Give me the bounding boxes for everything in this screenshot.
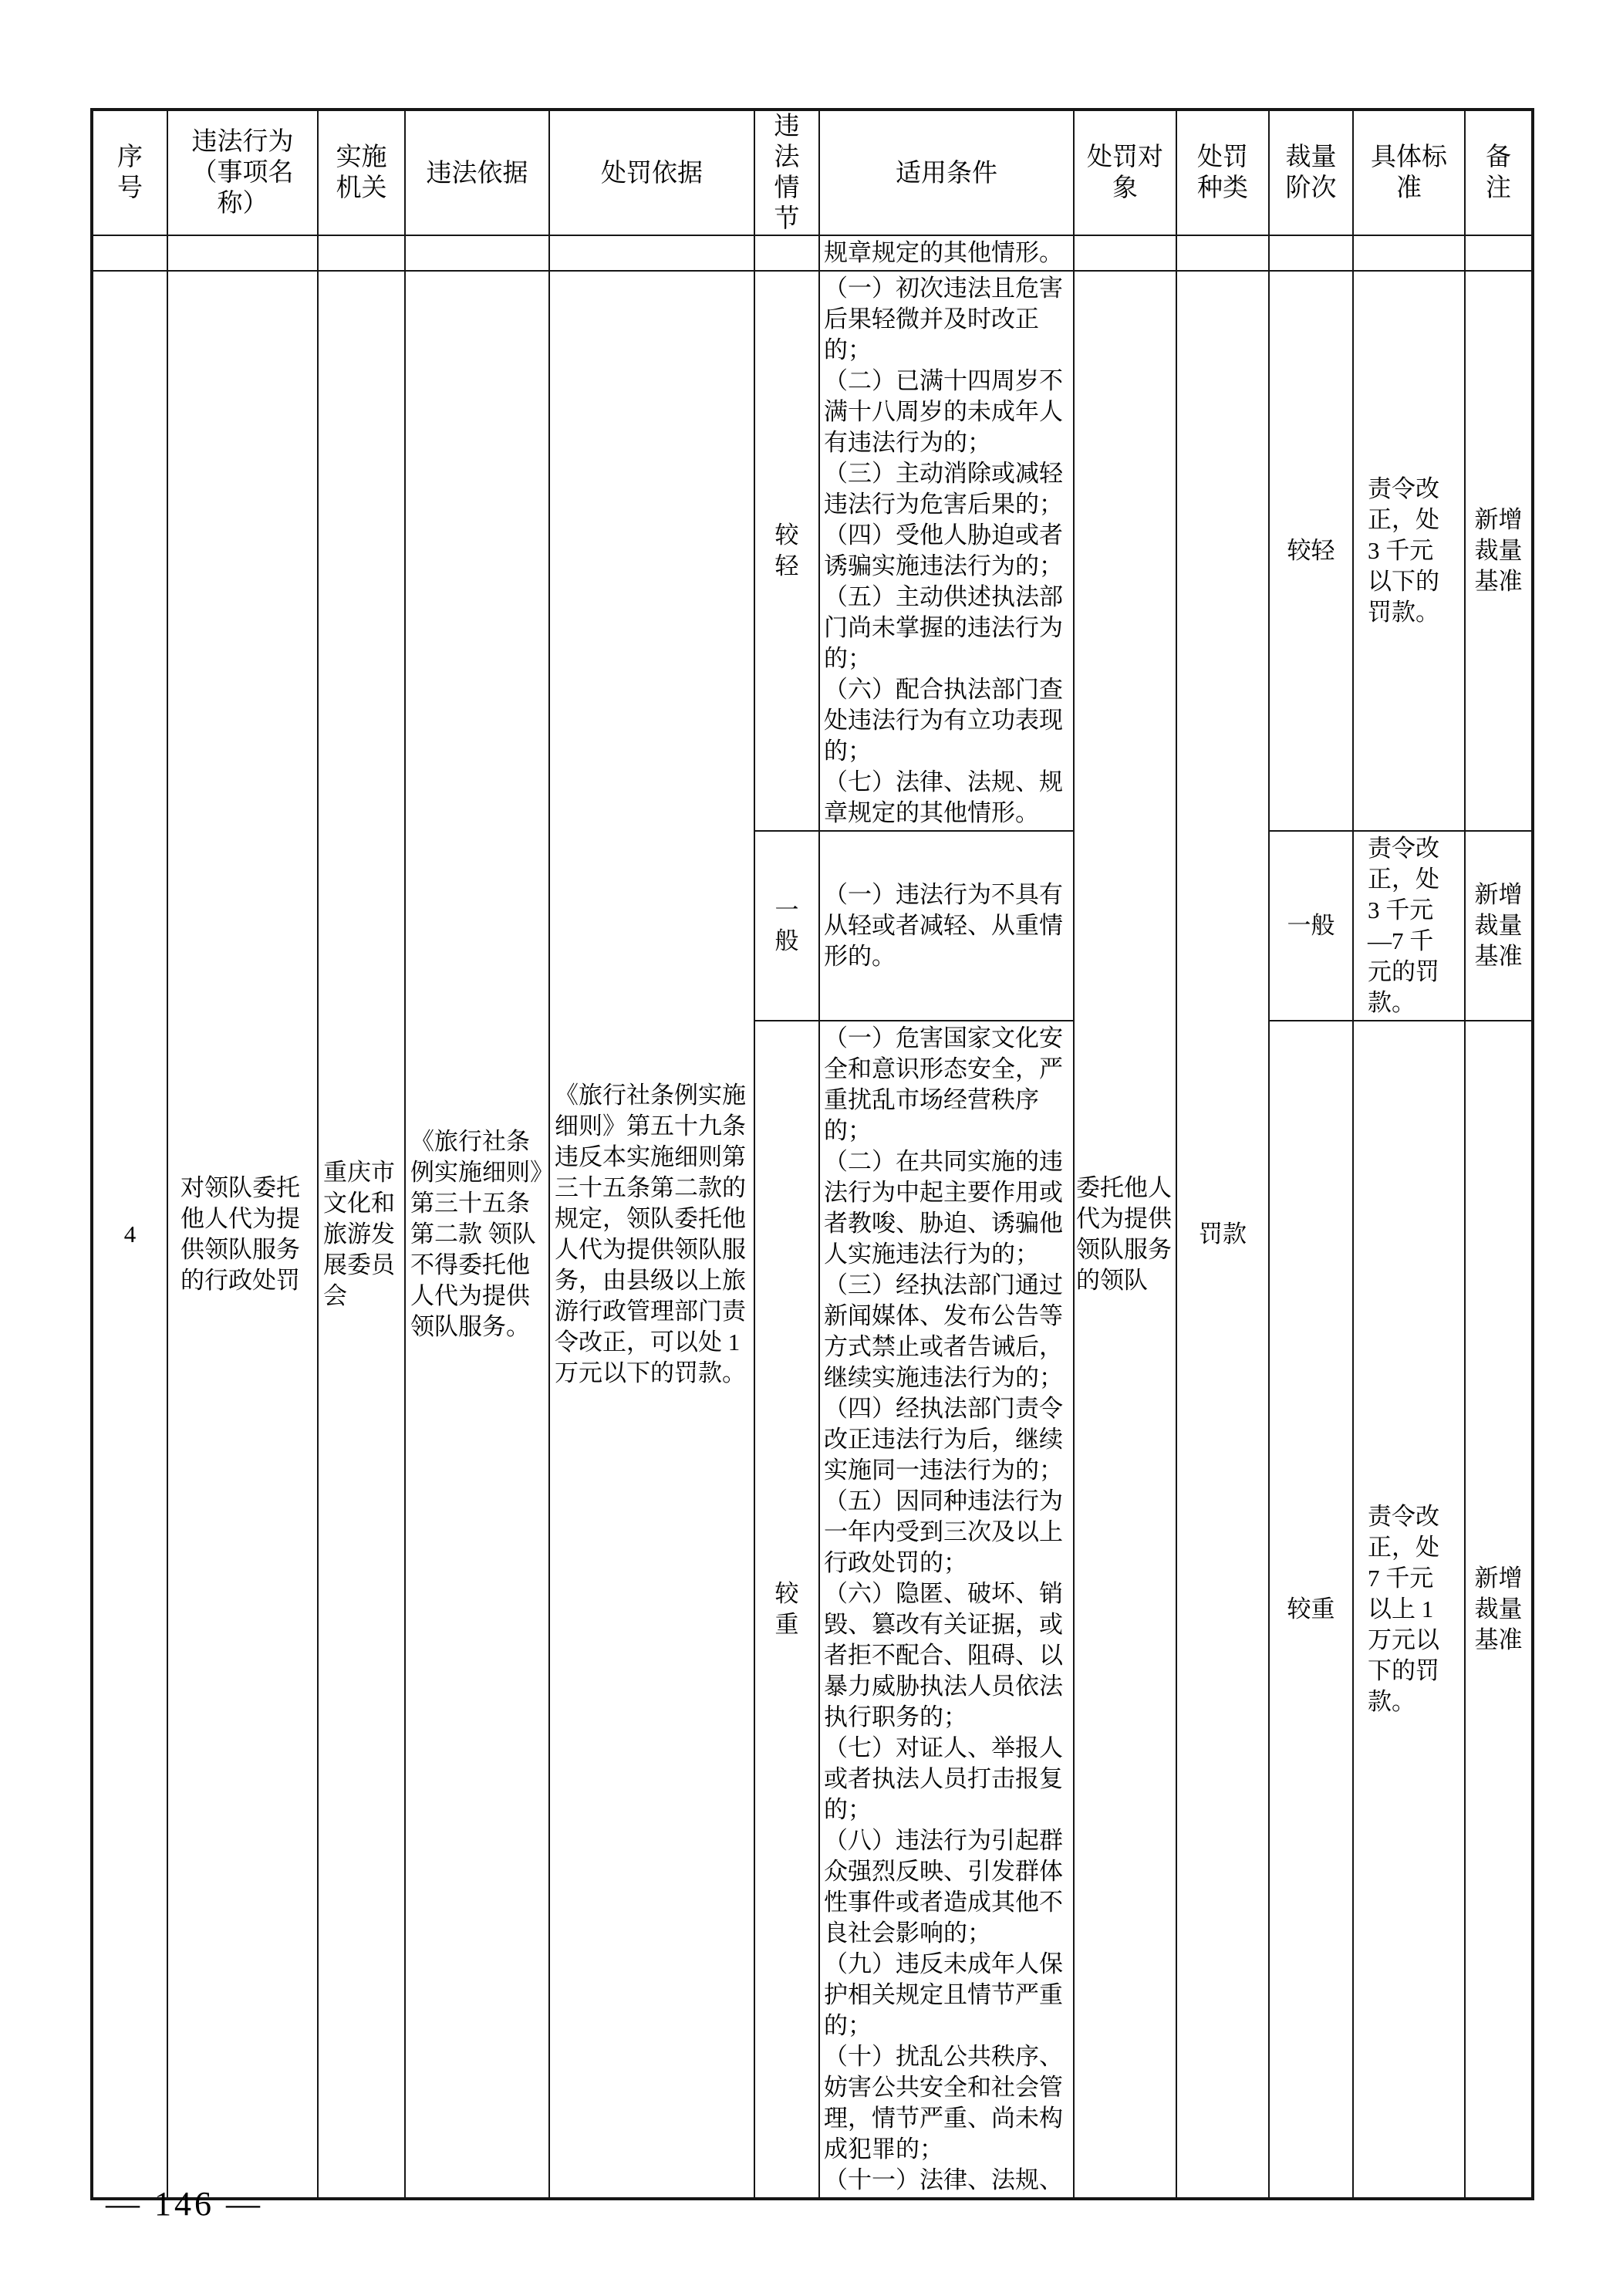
condition-paragraph: （七）对证人、举报人或者执法人员打击报复的；: [824, 1734, 1063, 1823]
col-header-type-label: 处罚种类: [1197, 144, 1248, 202]
cell-penalty-object: 委托他人代为提供领队服务的领队: [1074, 271, 1176, 2199]
condition-paragraph: （十）扰乱公共秩序、妨害公共安全和社会管理，情节严重、尚未构成犯罪的；: [824, 2043, 1063, 2163]
carryover-empty-type: [1176, 235, 1269, 271]
col-header-conditions: [819, 110, 1074, 235]
tier-row-light: [92, 271, 1533, 831]
condition-paragraph: （九）违反未成年人保护相关规定且情节严重的；: [824, 1950, 1063, 2039]
col-header-type: [1176, 110, 1269, 235]
col-header-object: [1074, 110, 1176, 235]
condition-paragraph: （一）违法行为不具有从轻或者减轻、从重情形的。: [824, 881, 1063, 970]
tier-note-general: 新增裁量基准: [1465, 831, 1533, 1021]
col-header-conditions-label: 适用条件: [896, 160, 997, 188]
col-header-object-label: 处罚对象: [1087, 144, 1163, 202]
carryover-empty-behavior: [167, 235, 318, 271]
col-header-seq: [92, 110, 167, 235]
tier-conditions-heavy: [819, 1021, 1074, 2199]
tier-severity-heavy-label: 较重: [774, 1580, 799, 1638]
col-header-violation-basis: [405, 110, 549, 235]
carryover-empty-tier: [1269, 235, 1353, 271]
col-header-note: [1465, 110, 1533, 235]
col-header-agency: [318, 110, 405, 235]
carryover-row: [92, 235, 1533, 271]
condition-paragraph: （一）初次违法且危害后果轻微并及时改正的；: [824, 275, 1063, 363]
col-header-agency-label: 实施机关: [336, 144, 387, 202]
tier-severity-light: [754, 271, 819, 831]
tier-note-heavy: 新增裁量基准: [1465, 1021, 1533, 2199]
cell-agency: 重庆市文化和旅游发展委员会: [318, 271, 405, 2199]
tier-conditions-light: [819, 271, 1074, 831]
cell-violation-basis: 《旅行社条例实施细则》第三十五条第二款 领队不得委托他人代为提供领队服务。: [405, 271, 549, 2199]
col-header-standard-label: 具体标准: [1371, 144, 1447, 202]
tier-grade-light: 较轻: [1269, 271, 1353, 831]
col-header-violation-basis-label: 违法依据: [426, 160, 528, 188]
condition-paragraph: （五）因同种违法行为一年内受到三次及以上行政处罚的；: [824, 1487, 1063, 1576]
carryover-empty-penalty-basis: [549, 235, 754, 271]
condition-paragraph: （三）主动消除或减轻违法行为危害后果的；: [824, 460, 1063, 518]
tier-severity-general: [754, 831, 819, 1021]
condition-paragraph: （七）法律、法规、规章规定的其他情形。: [824, 768, 1063, 826]
condition-paragraph: （三）经执法部门通过新闻媒体、发布公告等方式禁止或者告诫后，继续实施违法行为的；: [824, 1271, 1063, 1391]
condition-paragraph: （六）配合执法部门查处违法行为有立功表现的；: [824, 676, 1063, 765]
carryover-empty-seq: [92, 235, 167, 271]
carryover-empty-severity: [754, 235, 819, 271]
tier-severity-heavy: [754, 1021, 819, 2199]
page-number: — 146 —: [106, 2185, 263, 2223]
condition-paragraph: （五）主动供述执法部门尚未掌握的违法行为的；: [824, 583, 1063, 672]
cell-penalty-basis: 《旅行社条例实施细则》第五十九条违反本实施细则第三十五条第二款的规定，领队委托他人代为提供领队服务，由县级以上旅游行政管理部门责令改正，可以处 1 万元以下的罚款。: [549, 271, 754, 2199]
condition-paragraph: （十一）法律、法规、: [824, 2166, 1063, 2193]
tier-severity-general-label: 一般: [774, 896, 799, 954]
carryover-condition-text: 规章规定的其他情形。: [819, 235, 1074, 271]
col-header-behavior-label: 违法行为（事项名称）: [191, 128, 294, 218]
tier-grade-heavy: 较重: [1269, 1021, 1353, 2199]
col-header-tier-label: 裁量阶次: [1285, 144, 1337, 202]
tier-note-light: 新增裁量基准: [1465, 271, 1533, 831]
tier-grade-general: 一般: [1269, 831, 1353, 1021]
col-header-penalty-basis-label: 处罚依据: [601, 160, 703, 188]
condition-paragraph: （四）经执法部门责令改正违法行为后，继续实施同一违法行为的；: [824, 1395, 1063, 1484]
col-header-standard: [1353, 110, 1465, 235]
tier-standard-light: 责令改正，处 3 千元以下的罚款。: [1353, 271, 1465, 831]
condition-paragraph: （六）隐匿、破坏、销毁、篡改有关证据，或者拒不配合、阻碍、以暴力威胁执法人员依法执行职务的；: [824, 1580, 1063, 1730]
tier-severity-light-label: 较轻: [774, 522, 799, 579]
tier-conditions-general: [819, 831, 1074, 1021]
condition-paragraph: （二）已满十四周岁不满十八周岁的未成年人有违法行为的；: [824, 367, 1063, 456]
col-header-penalty-basis: [549, 110, 754, 235]
condition-paragraph: （二）在共同实施的违法行为中起主要作用或者教唆、胁迫、诱骗他人实施违法行为的；: [824, 1148, 1063, 1268]
cell-behavior: 对领队委托他人代为提供领队服务的行政处罚: [167, 271, 318, 2199]
carryover-empty-note: [1465, 235, 1533, 271]
col-header-tier: [1269, 110, 1353, 235]
tier-standard-heavy: 责令改正，处 7 千元以上 1 万元以下的罚款。: [1353, 1021, 1465, 2199]
penalty-discretion-table: [90, 108, 1534, 2200]
col-header-note-label: 备注: [1485, 144, 1511, 202]
col-header-seq-label: 序号: [116, 144, 143, 202]
cell-penalty-type: 罚款: [1176, 271, 1269, 2199]
condition-paragraph: （四）受他人胁迫或者诱骗实施违法行为的；: [824, 522, 1063, 579]
carryover-empty-object: [1074, 235, 1176, 271]
header-row: [92, 110, 1533, 235]
carryover-empty-standard: [1353, 235, 1465, 271]
col-header-behavior: [167, 110, 318, 235]
col-header-severity: [754, 110, 819, 235]
tier-standard-general: 责令改正，处 3 千元—7 千元的罚款。: [1353, 831, 1465, 1021]
col-header-severity-label: 违法情节: [774, 113, 800, 233]
cell-seq: 4: [92, 271, 167, 2199]
carryover-empty-agency: [318, 235, 405, 271]
condition-paragraph: （八）违法行为引起群众强烈反映、引发群体性事件或者造成其他不良社会影响的；: [824, 1827, 1063, 1947]
condition-paragraph: （一）危害国家文化安全和意识形态安全，严重扰乱市场经营秩序的；: [824, 1025, 1063, 1144]
carryover-empty-violation-basis: [405, 235, 549, 271]
